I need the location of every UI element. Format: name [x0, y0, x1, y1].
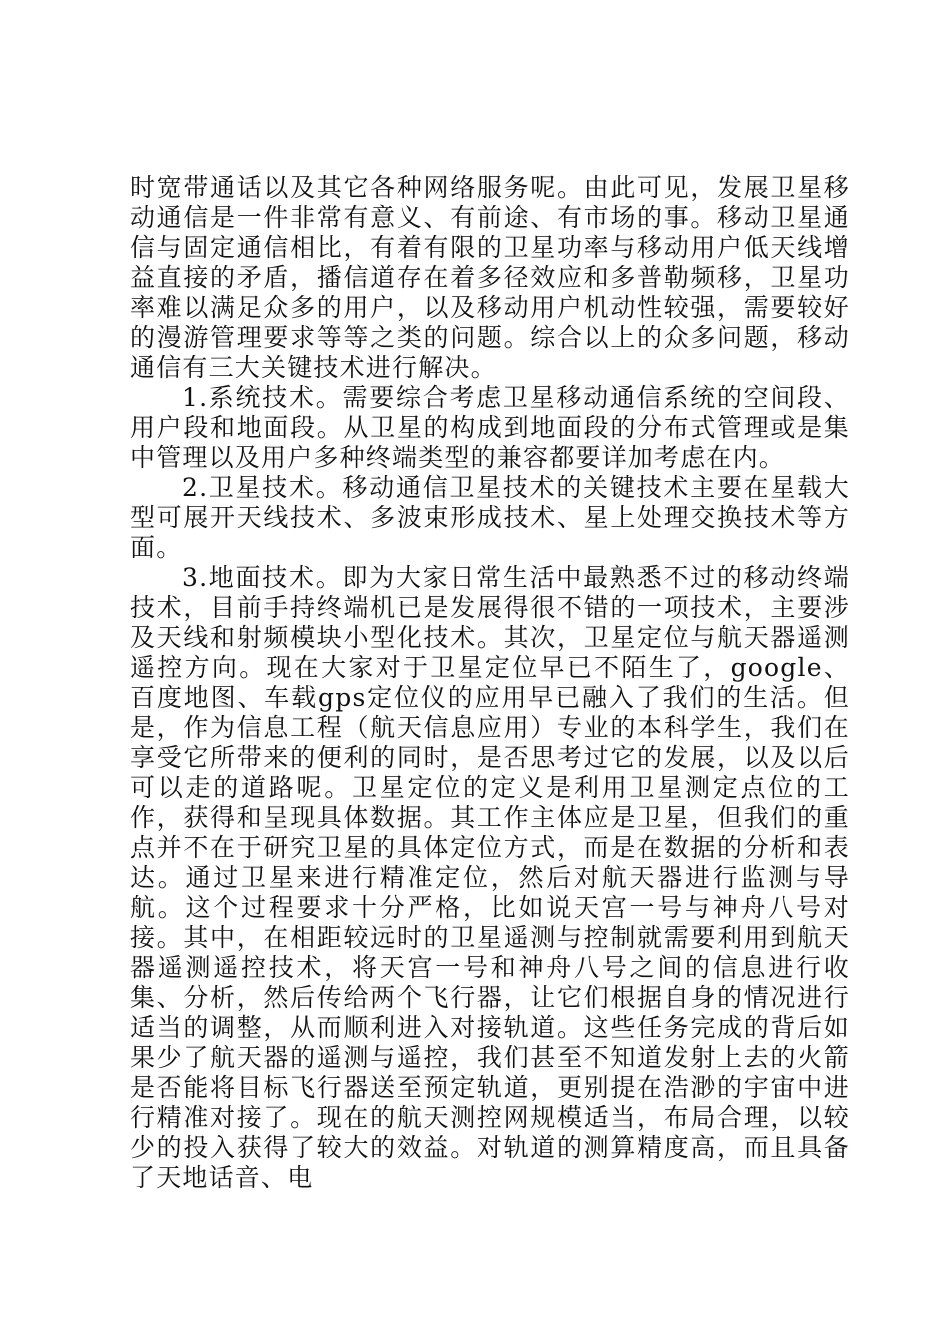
- paragraph-ground-technology: 3.地面技术。即为大家日常生活中最熟悉不过的移动终端技术，目前手持终端机已是发展得很不错的一项技术，主要涉及天线和射频模块小型化技术。其次，卫星定位与航天器遥测遥控方向。现在大家对于卫星定位早已不陌生了，google、百度地图、车载gps定位仪的应用早已融入了我们的生活。但是，作为信息工程（航天信息应用）专业的本科学生，我们在享受它所带来的便利的同时，是否思考过它的发展，以及以后可以走的道路呢。卫星定位的定义是利用卫星测定点位的工作，获得和呈现具体数据。其工作主体应是卫星，但我们的重点并不在于研究卫星的具体定位方式，而是在数据的分析和表达。通过卫星来进行精准定位，然后对航天器进行监测与导航。这个过程要求十分严格，比如说天宫一号与神舟八号对接。其中，在相距较远时的卫星遥测与控制就需要利用到航天器遥测遥控技术，将天宫一号和神舟八号之间的信息进行收集、分析，然后传给两个飞行器，让它们根据自身的情况进行适当的调整，从而顺利进入对接轨道。这些任务完成的背后如果少了航天器的遥测与遥控，我们甚至不知道发射上去的火箭是否能将目标飞行器送至预定轨道，更别提在浩渺的宇宙中进行精准对接了。现在的航天测控网规模适当，布局合理，以较少的投入获得了较大的效益。对轨道的测算精度高，而且具备了天地话音、电: [130, 563, 850, 1192]
- paragraph-continuation: 时宽带通话以及其它各种网络服务呢。由此可见，发展卫星移动通信是一件非常有意义、有前途、有市场的事。移动卫星通信与固定通信相比，有着有限的卫星功率与移动用户低天线增益直接的矛盾，播信道存在着多径效应和多普勒频移，卫星功率难以满足众多的用户，以及移动用户机动性较强，需要较好的漫游管理要求等等之类的问题。综合以上的众多问题，移动通信有三大关键技术进行解决。: [130, 173, 850, 382]
- paragraph-satellite-technology: 2.卫星技术。移动通信卫星技术的关键技术主要在星载大型可展开天线技术、多波束形成技术、星上处理交换技术等方面。: [130, 473, 850, 562]
- document-body: [130, 173, 850, 1193]
- paragraph-system-technology: 1.系统技术。需要综合考虑卫星移动通信系统的空间段、用户段和地面段。从卫星的构成到地面段的分布式管理或是集中管理以及用户多种终端类型的兼容都要详加考虑在内。: [130, 383, 850, 472]
